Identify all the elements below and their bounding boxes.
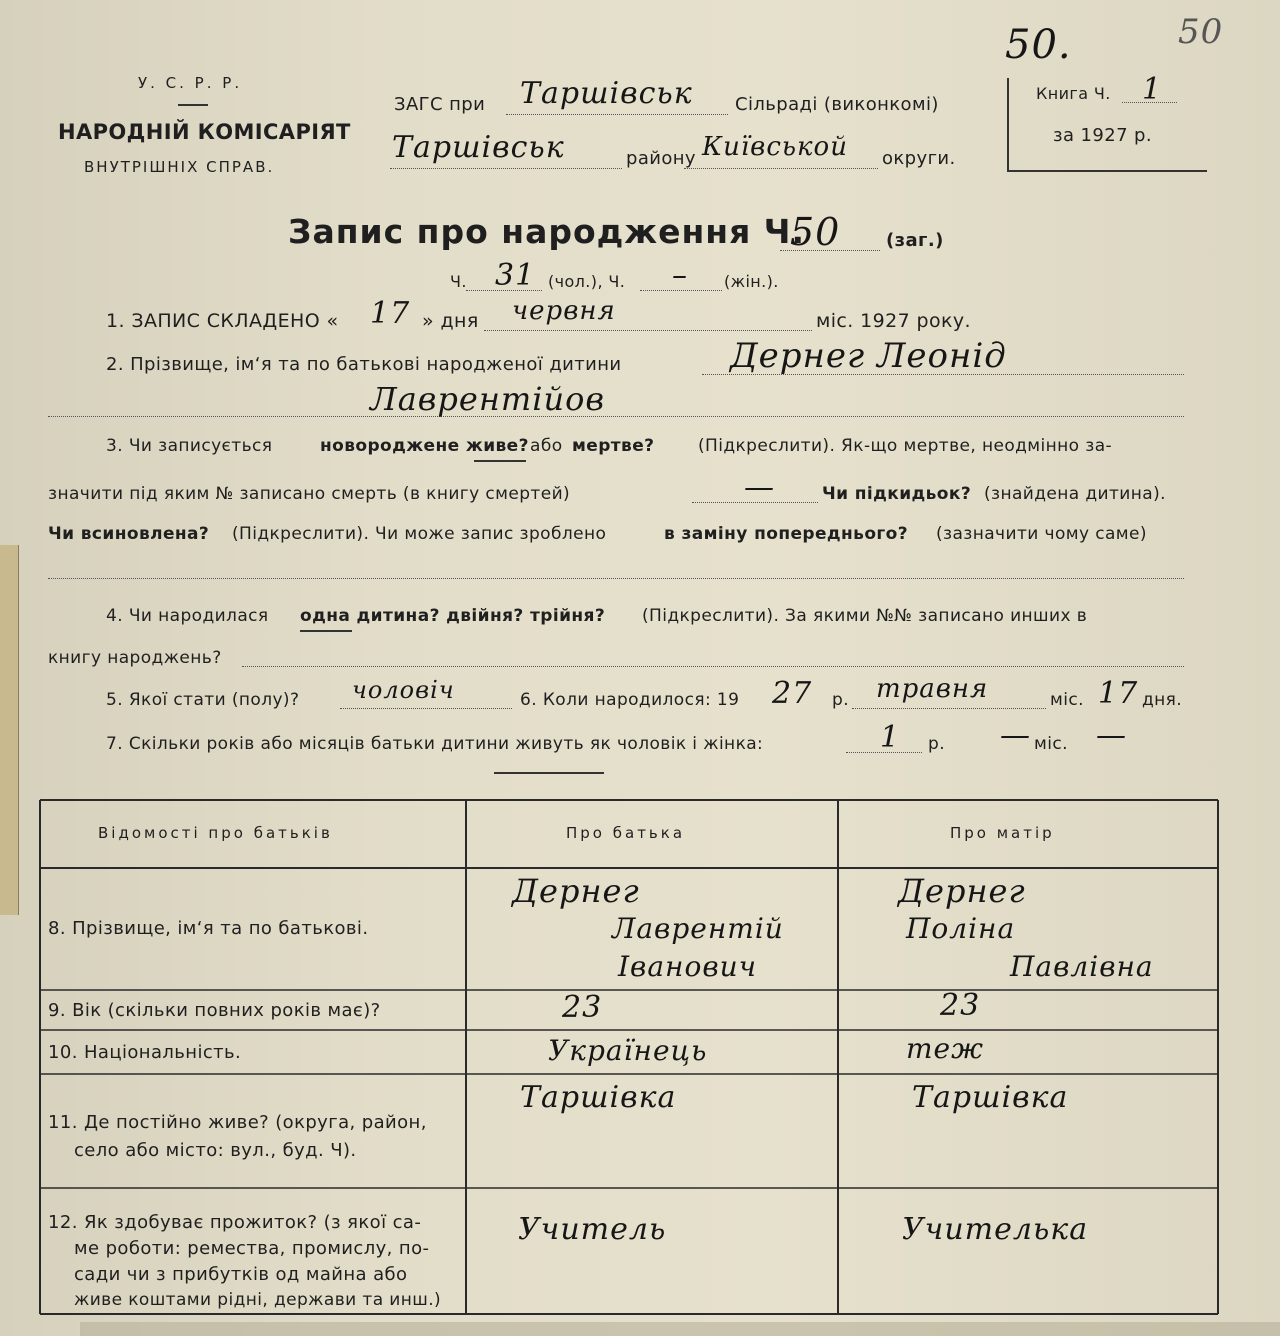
item2-value-line1: Дернег Леонід bbox=[730, 336, 1007, 376]
item3-l1-b: новороджене живе? bbox=[320, 436, 529, 456]
zags-okrug-label: округи. bbox=[882, 148, 956, 169]
row12-mother-occupation: Учителька bbox=[902, 1212, 1089, 1247]
item3-l3-b: (Підкреслити). Чи може запис зроблено bbox=[232, 524, 607, 544]
item5-label: 5. Якої стати (полу)? bbox=[106, 690, 300, 710]
table-header-mother: Про матір bbox=[950, 824, 1055, 842]
item3-l1-c: або bbox=[530, 436, 563, 456]
item5-value: чоловіч bbox=[352, 676, 455, 704]
item6-month-value: травня bbox=[876, 674, 989, 704]
item3-l2-b: Чи підкидьок? bbox=[822, 484, 972, 504]
item7-months-value: — bbox=[1000, 718, 1031, 753]
republic-label: У. С. Р. Р. bbox=[138, 74, 243, 92]
item6-year-value: 27 bbox=[772, 676, 813, 711]
zags-district-value: Таршівськ bbox=[392, 130, 565, 165]
table-header-parents: Відомості про батьків bbox=[98, 824, 333, 842]
commissariat-subtitle: ВНУТРІШНІХ СПРАВ. bbox=[84, 158, 275, 176]
row8-father-surname: Дернег bbox=[512, 872, 640, 910]
male-suffix: (чол.), Ч. bbox=[548, 272, 626, 291]
item6-day-suffix: дня. bbox=[1142, 690, 1183, 710]
row8-mother-name: Поліна bbox=[906, 912, 1016, 945]
item1-suffix: міс. 1927 року. bbox=[816, 310, 971, 332]
item1-month-value: червня bbox=[512, 296, 616, 326]
zags-village-label: Сільраді (виконкомі) bbox=[735, 94, 939, 115]
item4-l1-c: (Підкреслити). За якими №№ записано инших в bbox=[642, 606, 1088, 626]
row10-mother-nationality: теж bbox=[906, 1032, 984, 1065]
item3-l2-a: значити під яким № записано смерть (в книгу смертей) bbox=[48, 484, 571, 504]
title-number-value: 50 bbox=[790, 210, 841, 254]
item7-years-suffix: р. bbox=[928, 734, 945, 754]
book-value: 1 bbox=[1142, 72, 1163, 107]
female-suffix: (жін.). bbox=[724, 272, 779, 291]
row8-mother-surname: Дернег bbox=[898, 872, 1026, 910]
male-label: Ч. bbox=[450, 272, 467, 291]
item3-l2-value: — bbox=[744, 470, 775, 505]
row12-father-occupation: Учитель bbox=[518, 1212, 667, 1247]
page-number-corner: 50 bbox=[1178, 12, 1224, 52]
item4-l2: книгу народжень? bbox=[48, 648, 222, 668]
row11-label: 11. Де постійно живе? (округа, район, bbox=[48, 1112, 427, 1133]
item3-l3-a: Чи всиновлена? bbox=[48, 524, 210, 544]
row8-father-patronymic: Іванович bbox=[618, 950, 758, 983]
page-number-handwritten: 50. bbox=[1005, 22, 1072, 68]
row12-label-3: сади чи з прибутків од майна або bbox=[74, 1264, 408, 1285]
zags-prefix: ЗАГС при bbox=[394, 94, 486, 115]
row9-father-age: 23 bbox=[562, 990, 603, 1025]
item3-l1-d: мертве? bbox=[572, 436, 655, 456]
item1-day-value: 17 bbox=[370, 296, 411, 331]
zags-village-value: Таршівськ bbox=[520, 76, 693, 111]
item3-l3-c: в заміну попереднього? bbox=[664, 524, 909, 544]
item6-year-suffix: р. bbox=[832, 690, 849, 710]
female-value: – bbox=[672, 258, 688, 293]
book-year: за 1927 р. bbox=[1053, 125, 1153, 146]
item2-value-line2: Лаврентійов bbox=[370, 380, 605, 418]
item6-day-value: 17 bbox=[1098, 676, 1139, 711]
item3-l1-e: (Підкреслити). Як-що мертве, неодмінно за- bbox=[698, 436, 1113, 456]
item4-l1-b: одна дитина? двійня? трійня? bbox=[300, 606, 606, 626]
item2-label: 2. Прізвище, ім‘я та по батькові народженої дитини bbox=[106, 354, 622, 375]
document-title: Запис про народження Ч. bbox=[288, 212, 805, 251]
row12-label-4: живе коштами рідні, держави та инш.) bbox=[74, 1290, 442, 1310]
zags-okrug-value: Київськой bbox=[702, 132, 848, 162]
row11-father-residence: Таршівка bbox=[520, 1080, 677, 1115]
title-suffix: (заг.) bbox=[886, 230, 944, 251]
row11-label-2: село або місто: вул., буд. Ч). bbox=[74, 1140, 357, 1161]
item7-label: 7. Скільки років або місяців батьки дитини живуть як чоловік і жінка: bbox=[106, 734, 764, 754]
row9-mother-age: 23 bbox=[940, 988, 981, 1023]
zags-district-label: району bbox=[626, 148, 696, 169]
item6-month-suffix: міс. bbox=[1050, 690, 1084, 710]
table-header-father: Про батька bbox=[566, 824, 686, 842]
row9-label: 9. Вік (скільки повних років має)? bbox=[48, 1000, 381, 1021]
book-label: Книга Ч. bbox=[1036, 84, 1111, 103]
row12-label-2: ме роботи: ремества, промислу, по- bbox=[74, 1238, 430, 1259]
item3-l1-a: 3. Чи записується bbox=[106, 436, 273, 456]
item7-extra-value: — bbox=[1096, 718, 1127, 753]
commissariat-title: НАРОДНІЙ КОМІСАРІЯТ bbox=[58, 120, 351, 144]
item7-years-value: 1 bbox=[880, 720, 901, 755]
item4-l1-a: 4. Чи народилася bbox=[106, 606, 269, 626]
item3-l2-c: (знайдена дитина). bbox=[984, 484, 1166, 504]
item1-day-suffix: » дня bbox=[422, 310, 479, 332]
item3-l3-d: (зазначити чому саме) bbox=[936, 524, 1147, 544]
row8-father-name: Лаврентій bbox=[612, 912, 784, 945]
row12-label: 12. Як здобуває прожиток? (з якої са- bbox=[48, 1212, 422, 1233]
row8-mother-patronymic: Павлівна bbox=[1010, 950, 1154, 983]
row10-father-nationality: Українець bbox=[548, 1034, 708, 1067]
male-value: 31 bbox=[495, 258, 536, 293]
item7-months-suffix: міс. bbox=[1034, 734, 1068, 754]
row10-label: 10. Національність. bbox=[48, 1042, 242, 1063]
item1-prefix: 1. ЗАПИС СКЛАДЕНО « bbox=[106, 310, 339, 332]
row8-label: 8. Прізвище, ім‘я та по батькові. bbox=[48, 918, 369, 939]
item6-label: 6. Коли народилося: 19 bbox=[520, 690, 740, 710]
row11-mother-residence: Таршівка bbox=[912, 1080, 1069, 1115]
